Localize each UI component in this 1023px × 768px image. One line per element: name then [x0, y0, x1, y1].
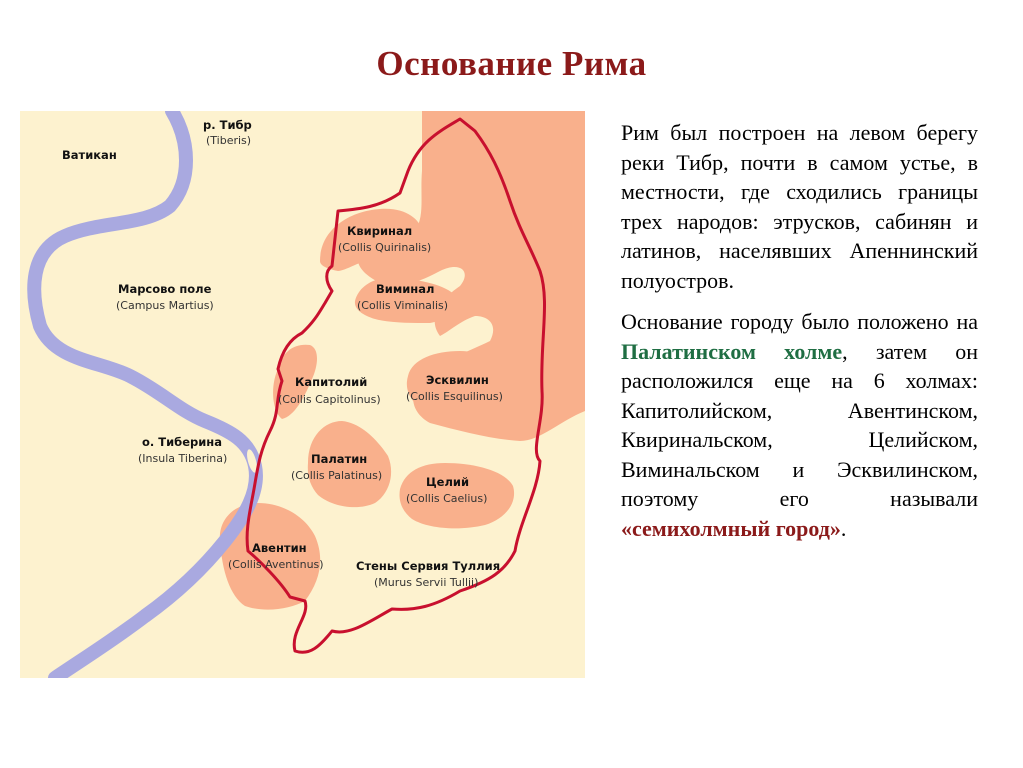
label-capitol-la: (Collis Capitolinus): [278, 393, 381, 406]
label-capitol-ru: Капитолий: [295, 375, 368, 389]
palatine-highlight: Палатинском холме: [621, 338, 843, 364]
label-tiber-la: (Tiberis): [206, 134, 252, 147]
foundation-text-end: .: [840, 515, 847, 541]
label-wall-ru: Стены Сервия Туллия: [356, 559, 501, 573]
label-wall-la: (Murus Servii Tullii): [374, 576, 479, 589]
label-caelius-ru: Целий: [426, 475, 470, 489]
label-quirinal-ru: Квиринал: [347, 224, 413, 238]
label-quirinal-la: (Collis Quirinalis): [338, 241, 432, 254]
description-text: [621, 118, 978, 555]
label-campus-ru: Марсово поле: [118, 282, 212, 296]
seven-hills-highlight: «семихолмный город»: [621, 515, 841, 541]
label-viminal-la: (Collis Viminalis): [357, 299, 449, 312]
label-tiberina-la: (Insula Tiberina): [138, 452, 228, 465]
map-svg: [20, 111, 585, 678]
rome-map: [20, 111, 585, 678]
label-aventine-ru: Авентин: [252, 541, 307, 555]
label-palatine-la: (Collis Palatinus): [291, 469, 383, 482]
label-viminal-ru: Виминал: [376, 282, 435, 296]
label-tiber-ru: р. Тибр: [203, 118, 252, 132]
paragraph-foundation: [621, 307, 978, 543]
label-palatine-ru: Палатин: [311, 452, 368, 466]
paragraph-location: Рим был построен на левом берегу реки Тибр, почти в самом устье, в местности, где сходились границы трех народов: этрусков, сабинян и латинов, населявших Апеннинский полуостров.: [621, 120, 978, 293]
slide-title: Основание Рима: [376, 44, 647, 83]
label-esquiline-la: (Collis Esquilinus): [406, 390, 503, 403]
foundation-text-b: , затем он расположился еще на 6 холмах: Капитолийском, Авентинском, Квиринальском, Целийском, Виминальском и Эсквилинском, поэтому его называли: [621, 338, 978, 511]
label-campus-la: (Campus Martius): [116, 299, 214, 312]
label-caelius-la: (Collis Caelius): [406, 492, 488, 505]
label-aventine-la: (Collis Aventinus): [228, 558, 324, 571]
foundation-text-a: Основание городу было положено на: [621, 309, 978, 334]
label-esquiline-ru: Эсквилин: [426, 373, 489, 387]
label-vatican: Ватикан: [62, 148, 117, 162]
label-tiberina-ru: о. Тиберина: [142, 435, 223, 449]
